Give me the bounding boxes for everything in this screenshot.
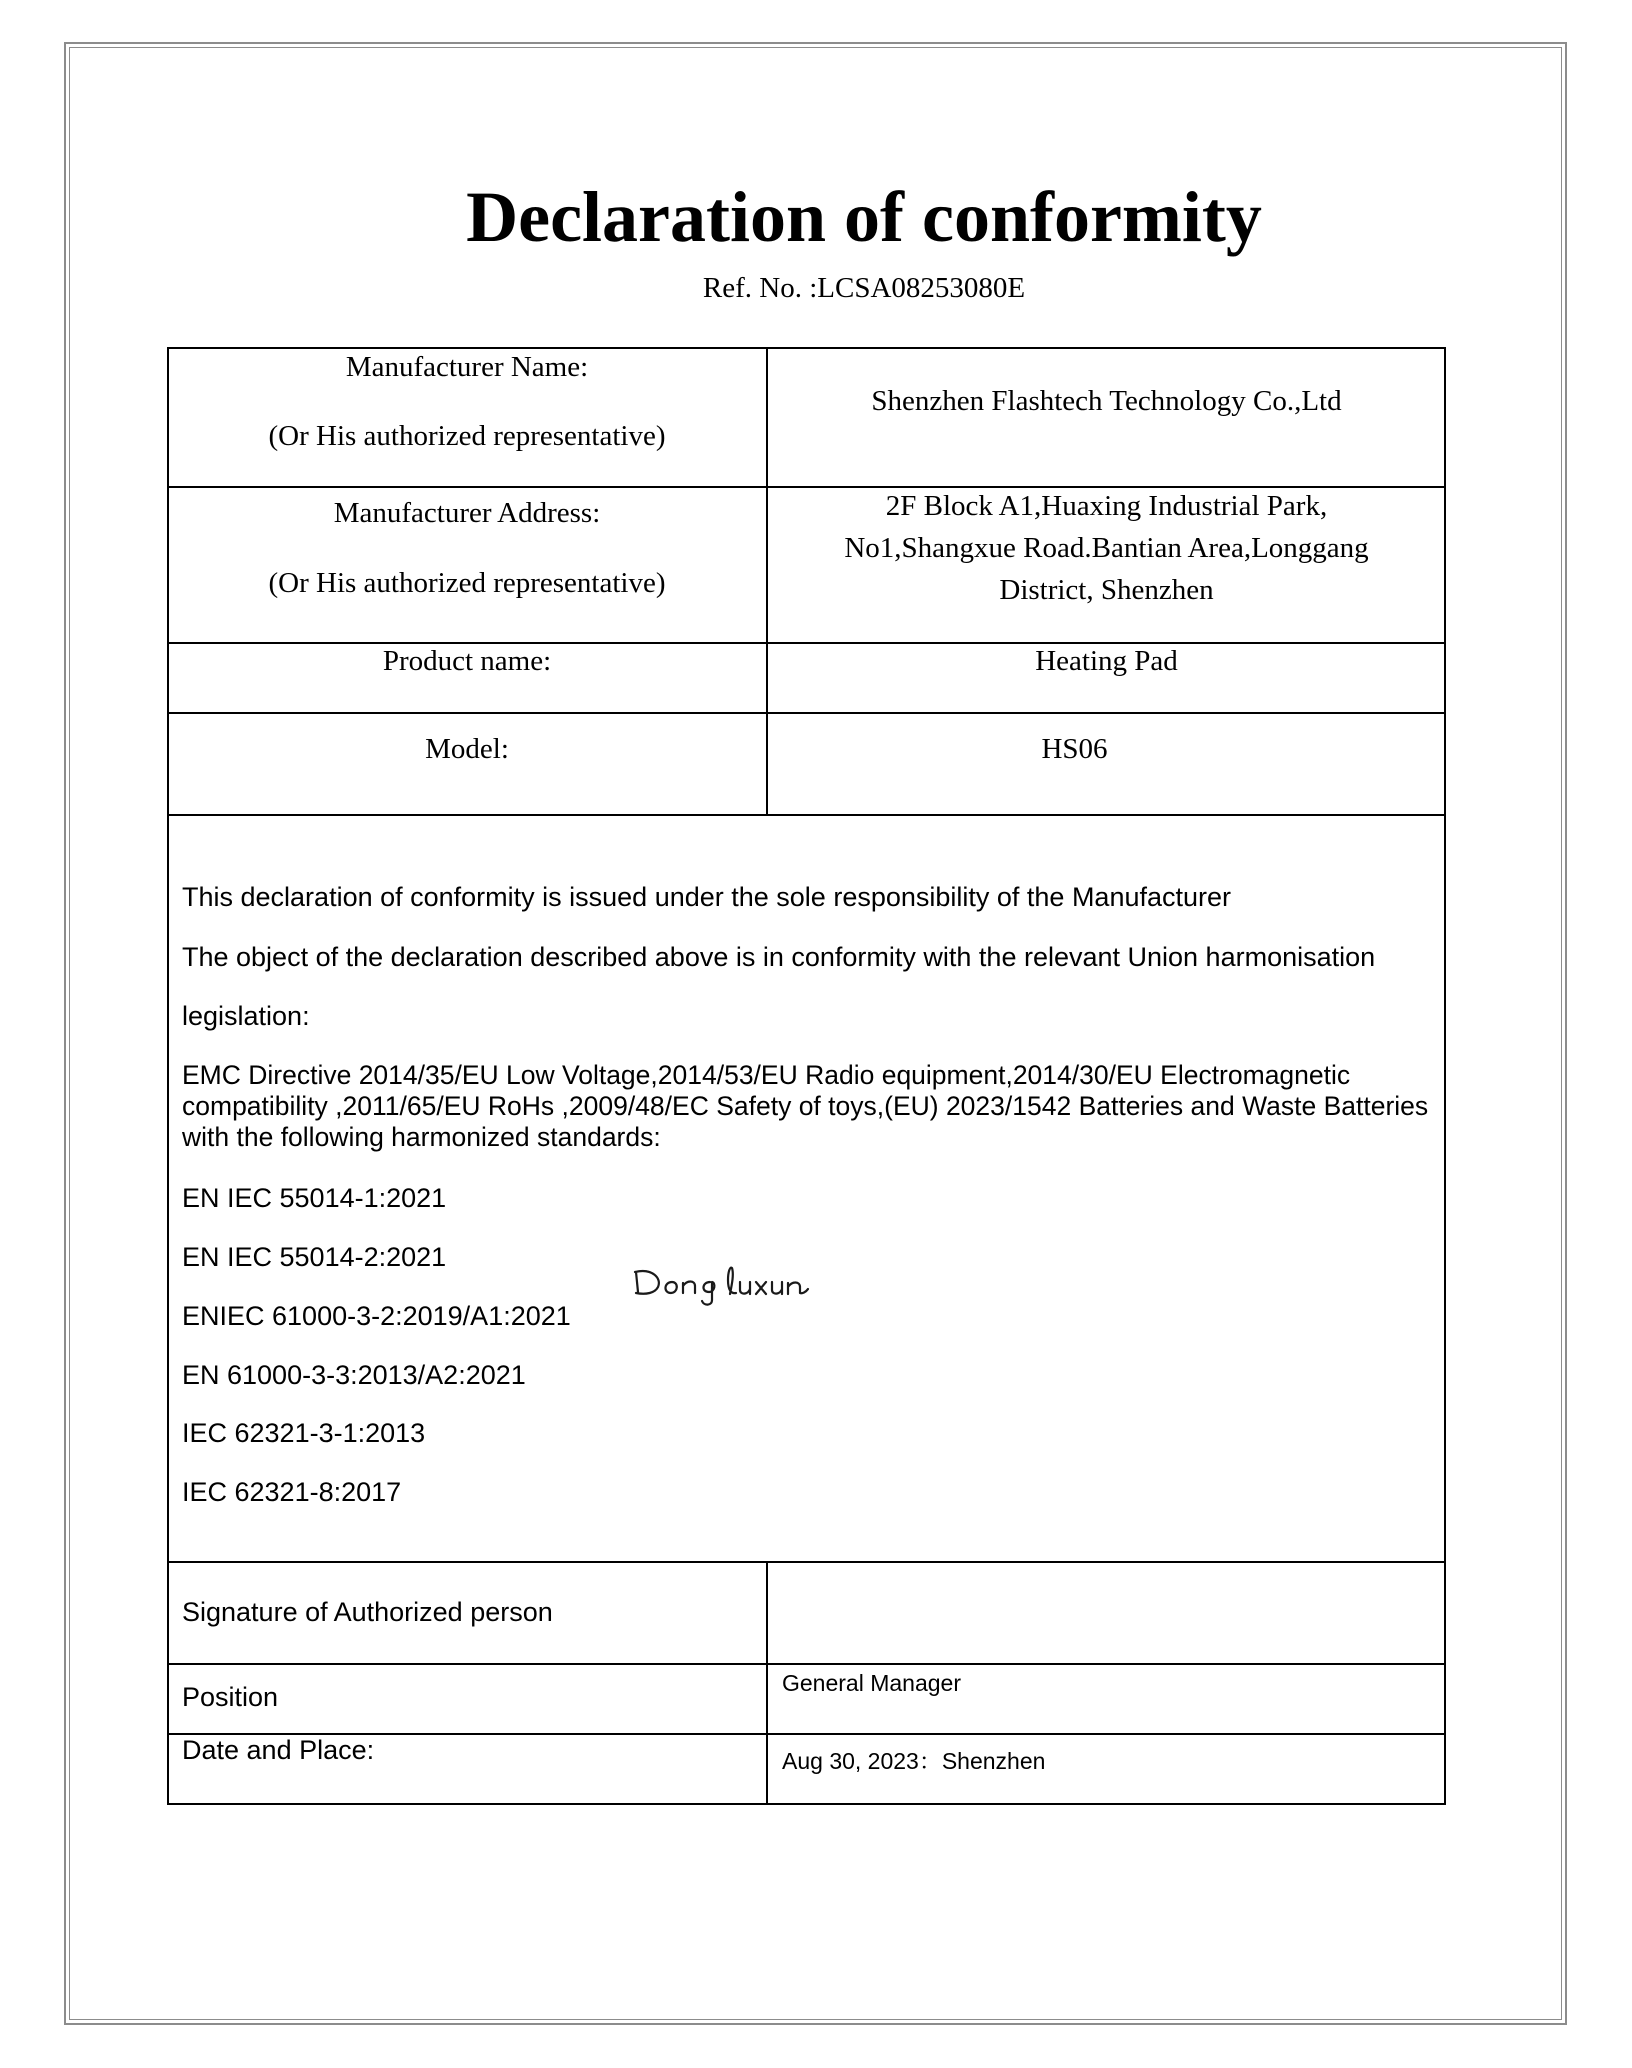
standard-item: EN 61000-3-3:2013/A2:2021 [182,1360,526,1390]
manufacturer-address-line: 2F Block A1,Huaxing Industrial Park, [885,490,1328,522]
date-place-value: Aug 30, 2023：Shenzhen [782,1748,1046,1774]
table-rule [167,712,1446,714]
declaration-object: The object of the declaration described above is in conformity with the relevant Union harmonisation [182,942,1376,972]
table-rule [167,1561,1446,1563]
product-name-value: Heating Pad [1035,645,1178,677]
declaration-statement: This declaration of conformity is issued under the sole responsibility of the Manufacturer [182,882,1232,912]
handwritten-signature [628,1240,848,1330]
position-label: Position [182,1682,279,1712]
manufacturer-name-label: Manufacturer Name: [345,351,589,383]
standard-item: EN IEC 55014-1:2021 [182,1183,447,1213]
declaration-table [167,347,1446,1804]
table-rule [167,1803,1446,1805]
manufacturer-address-line: No1,Shangxue Road.Bantian Area,Longgang [844,532,1369,564]
product-name-label: Product name: [382,645,552,677]
table-rule [167,814,1446,816]
manufacturer-address-sublabel: (Or His authorized representative) [268,567,666,599]
model-label: Model: [425,733,509,765]
table-rule [167,1663,1446,1665]
standard-item: EN IEC 55014-2:2021 [182,1242,447,1272]
manufacturer-address-label: Manufacturer Address: [333,497,601,529]
signature-label: Signature of Authorized person [182,1597,553,1627]
position-value: General Manager [782,1670,961,1696]
document-title: Declaration of conformity [466,177,1262,257]
declaration-legislation: legislation: [182,1001,310,1031]
reference-number: Ref. No. :LCSA08253080E [702,272,1026,304]
standard-item: ENIEC 61000-3-2:2019/A1:2021 [182,1301,571,1331]
standard-item: IEC 62321-3-1:2013 [182,1418,426,1448]
manufacturer-name-value: Shenzhen Flashtech Technology Co.,Ltd [871,385,1342,417]
manufacturer-address-line: District, Shenzhen [999,574,1214,606]
directives-paragraph: EMC Directive 2014/35/EU Low Voltage,2014/53/EU Radio equipment,2014/30/EU Electromagnetic compatibility ,2011/65/EU RoHs ,2009/48/EC Safety of toys,(EU) 2023/1542 Batteries and Waste Batteries with the following harmonized standards: [182,1060,1429,1152]
manufacturer-name-sublabel: (Or His authorized representative) [268,420,666,452]
model-value: HS06 [1041,733,1108,765]
date-place-label: Date and Place: [182,1735,375,1765]
standard-item: IEC 62321-8:2017 [182,1477,402,1507]
